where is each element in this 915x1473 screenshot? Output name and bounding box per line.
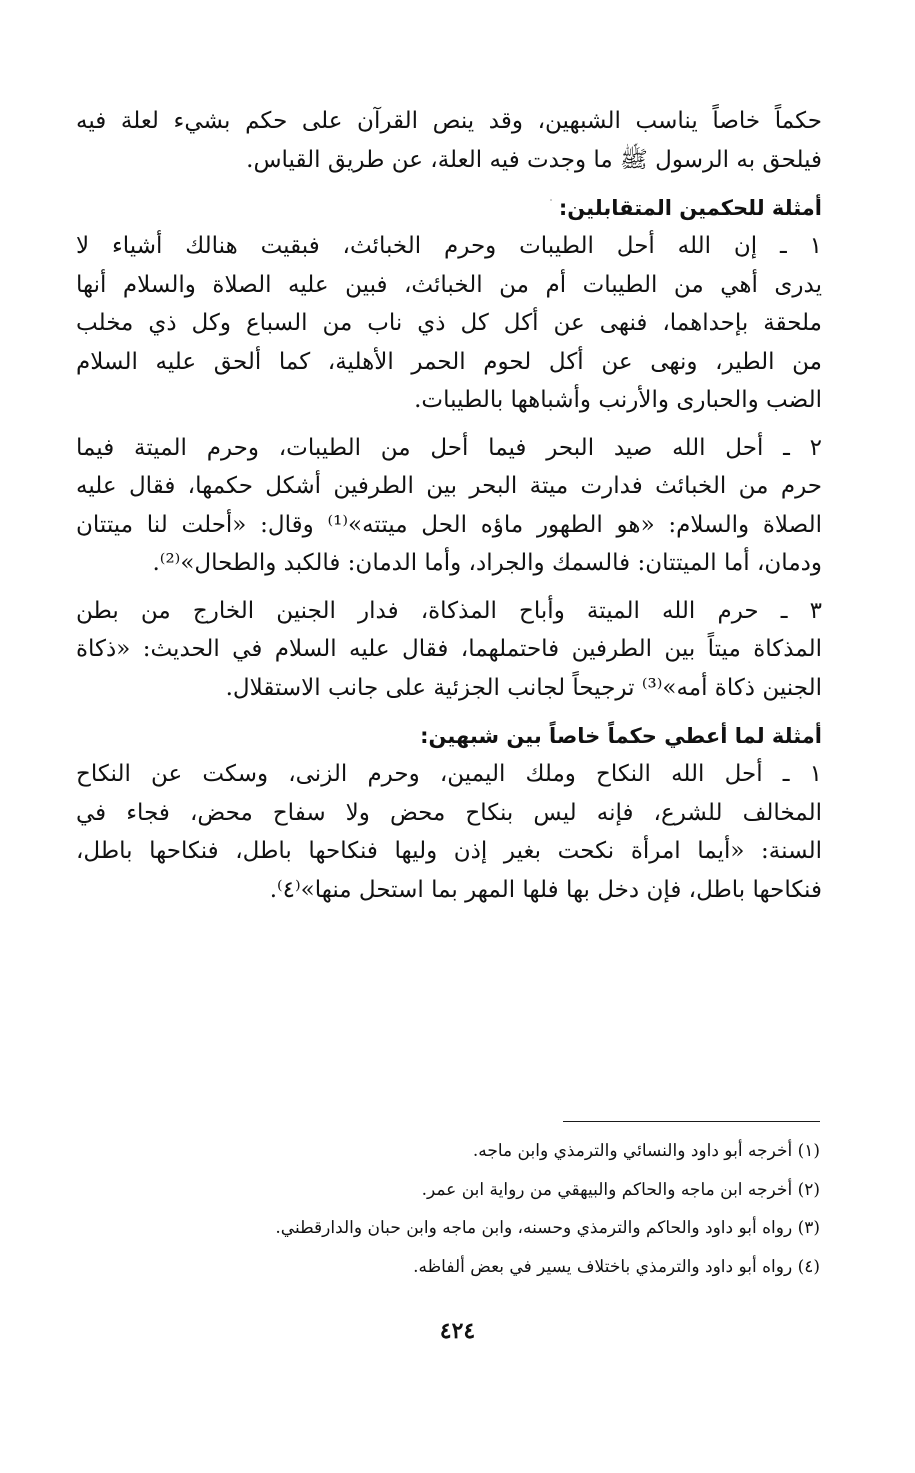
footnote-2: (٢) أخرجه ابن ماجه والحاكم والبيهقي من رواية ابن عمر. xyxy=(421,1179,820,1200)
example-paragraph-1 xyxy=(76,227,822,420)
text-line: فنكاحها باطل، فإن دخل بها فلها المهر بما استحل منها»⁽٤⁾. xyxy=(269,876,822,903)
text-line: الضب والحبارى والأرنب وأشباهها بالطيبات. xyxy=(414,387,822,413)
text-line: ١ ـ إن الله أحل الطيبات وحرم الخبائث، فبقيت هنالك أشياء لا xyxy=(76,233,822,259)
text-line: المذكاة ميتاً بين الطرفين فاحتملهما، فقال عليه السلام في الحديث: «ذكاة xyxy=(76,636,822,662)
text-line: من الطير، ونهى عن أكل لحوم الحمر الأهلية، كما ألحق عليه السلام xyxy=(76,348,822,375)
text-line: حرم من الخبائث فدارت ميتة البحر بين الطرفين أشكل حكمها، فقال عليه xyxy=(76,473,822,499)
footnote-divider xyxy=(563,1121,820,1122)
section-heading: أمثلة لما أعطي حكماً خاصاً بين شبهين: xyxy=(420,724,822,748)
text-line: الجنين ذكاة أمه»⁽³⁾ ترجيحاً لجانب الجزئية على جانب الاستقلال. xyxy=(225,674,822,701)
footnote-1: (١) أخرجه أبو داود والنسائي والترمذي وابن ماجه. xyxy=(472,1141,820,1161)
text-line: ٣ ـ حرم الله الميتة وأباح المذكاة، فدار الجنين الخارج من بطن xyxy=(76,597,822,624)
page-number: ٤٢٤ xyxy=(439,1318,476,1344)
text-line: ١ ـ أحل الله النكاح وملك اليمين، وحرم الزنى، وسكت عن النكاح xyxy=(76,761,822,787)
example-paragraph-3 xyxy=(76,592,822,708)
intro-paragraph xyxy=(76,102,822,179)
text-line: ٢ ـ أحل الله صيد البحر فيما أحل من الطيبات، وحرم الميتة فيما xyxy=(76,434,822,461)
example-paragraph-4 xyxy=(76,755,822,909)
text-line: ودمان، أما الميتتان: فالسمك والجراد، وأما الدمان: فالكبد والطحال»⁽²⁾. xyxy=(152,550,822,576)
section-heading: أمثلة للحكمين المتقابلين: xyxy=(558,196,822,220)
text-line: يدرى أهي من الطيبات أم من الخبائث، فبين عليه الصلاة والسلام أنها xyxy=(76,271,822,298)
print-speck xyxy=(550,199,552,201)
example-paragraph-2 xyxy=(76,429,822,583)
text-line: المخالف للشرع، فإنه ليس بنكاح محض ولا سفاح محض، فجاء في xyxy=(76,799,822,826)
footnote-3: (٣) رواه أبو داود والحاكم والترمذي وحسنه، وابن ماجه وابن حبان والدارقطني. xyxy=(275,1218,820,1238)
text-line: السنة: «أيما امرأة نكحت بغير إذن وليها فنكاحها باطل، فنكاحها باطل، xyxy=(76,838,822,864)
text-line: ملحقة بإحداهما، فنهى عن أكل كل ذي ناب من السباع وكل ذي مخلب xyxy=(76,310,822,336)
footnotes xyxy=(60,1132,820,1286)
footnote-4: (٤) رواه أبو داود والترمذي باختلاف يسير في بعض ألفاظه. xyxy=(413,1256,820,1277)
page-body xyxy=(76,102,822,918)
text-line: فيلحق به الرسول ﷺ ما وجدت فيه العلة، عن طريق القياس. xyxy=(246,146,822,173)
text-line: حكماً خاصاً يناسب الشبهين، وقد ينص القرآن على حكم بشيء لعلة فيه xyxy=(76,108,822,134)
text-line: الصلاة والسلام: «هو الطهور ماؤه الحل ميتته»⁽¹⁾ وقال: «أحلت لنا ميتتان xyxy=(76,511,822,538)
